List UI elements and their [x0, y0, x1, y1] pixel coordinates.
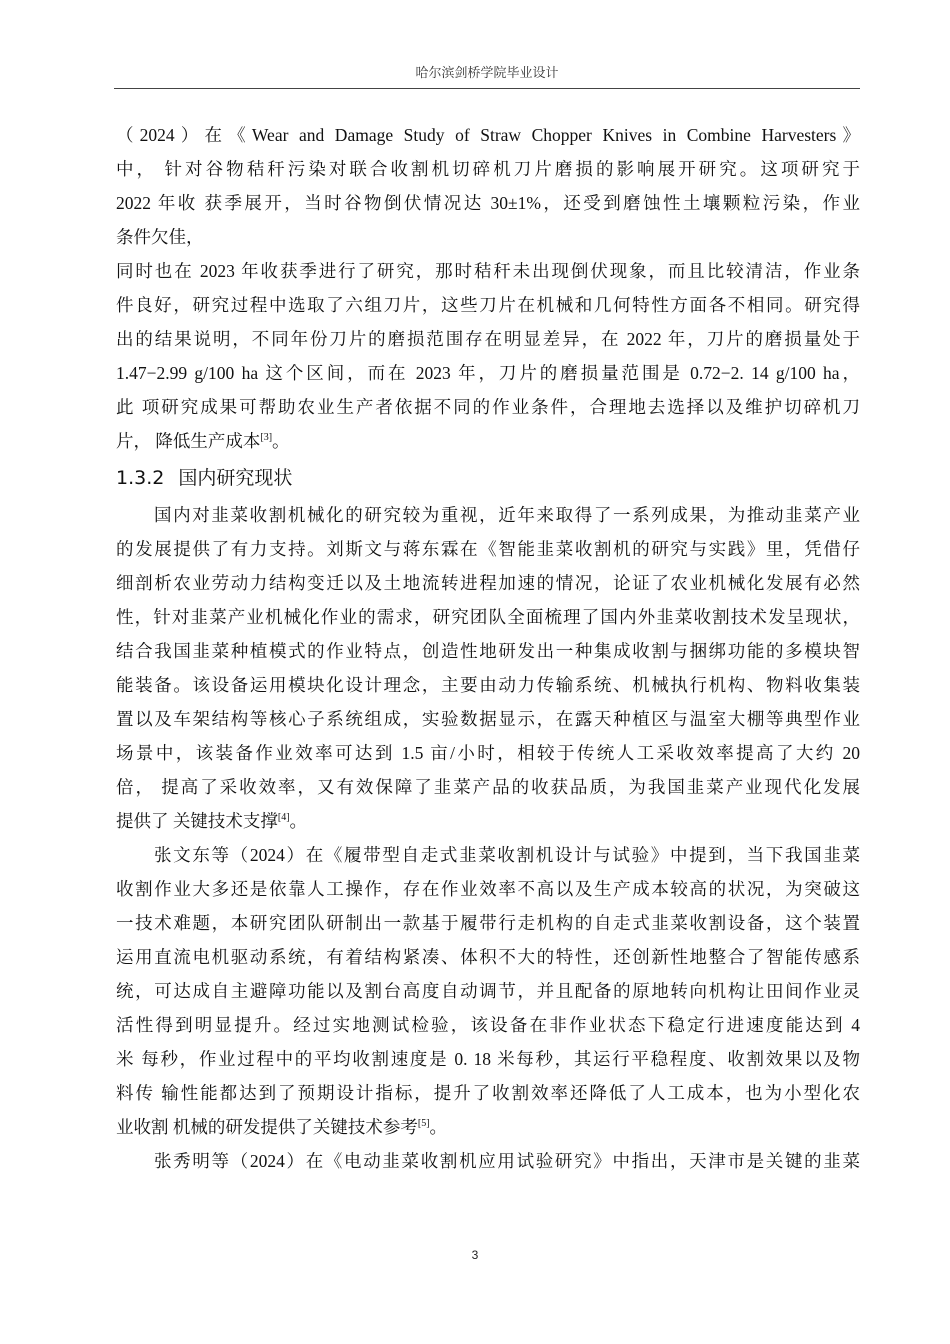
- text-line: 能装备。该设备运用模块化设计理念，主要由动力传输系统、机械执行机构、物料收集装: [116, 675, 860, 695]
- line-text: 片， 降低生产成本: [116, 431, 261, 451]
- text-line: 张秀明等（2024）在《电动韭菜收割机应用试验研究》中指出，天津市是关键的韭菜: [154, 1151, 860, 1171]
- text-line: 国内对韭菜收割机械化的研究较为重视，近年来取得了一系列成果，为推动韭菜产业: [154, 505, 860, 525]
- text-line: 张文东等（2024）在《履带型自走式韭菜收割机设计与试验》中提到，当下我国韭菜: [154, 845, 860, 865]
- page-header: 哈尔滨剑桥学院毕业设计: [415, 65, 559, 80]
- citation-ref: [5]: [417, 1118, 430, 1130]
- text-line: [116, 1110, 860, 1144]
- text-line: 场景中，该装备作业效率可达到 1.5 亩/小时，相较于传统人工采收效率提高了大约 20: [116, 743, 860, 763]
- line-tail: 。: [429, 1117, 448, 1137]
- paragraph-2: [116, 254, 860, 458]
- text-line: 件良好，研究过程中选取了六组刀片，这些刀片在机械和几何特性方面各不相同。研究得: [116, 295, 860, 315]
- header-divider: [114, 88, 860, 89]
- text-line: 同时也在 2023 年收获季进行了研究，那时秸秆未出现倒伏现象，而且比较清洁，作业条: [116, 261, 860, 281]
- line-text: 业收割 机械的研发提供了关键技术参考: [116, 1117, 418, 1137]
- citation-ref: [4]: [277, 812, 290, 824]
- text-line: 料传 输性能都达到了预期设计指标，提升了收割效率还降低了人工成本，也为小型化农: [116, 1083, 860, 1103]
- section-heading: [116, 458, 860, 498]
- paragraph-3: [116, 498, 860, 838]
- line-text: 提供了 关键技术支撑: [116, 811, 278, 831]
- paragraph-5: [116, 1144, 860, 1178]
- text-line: 细剖析农业劳动力结构变迁以及土地流转进程加速的情况，论证了农业机械化发展有必然: [116, 573, 860, 593]
- page-body: [116, 118, 860, 1178]
- section-title: 国内研究现状: [178, 467, 293, 489]
- text-line: 的发展提供了有力支持。刘斯文与蒋东霖在《智能韭菜收割机的研究与实践》里，凭借仔: [116, 539, 860, 559]
- line-tail: 。: [289, 811, 308, 831]
- text-line: 1.47−2.99 g/100 ha 这个区间，而在 2023 年，刀片的磨损量范围是 0.72−2. 14 g/100 ha，: [116, 363, 860, 383]
- text-line: 性，针对韭菜产业机械化作业的需求，研究团队全面梳理了国内外韭菜收割技术发呈现状，: [116, 607, 860, 627]
- paragraph-1: [116, 118, 860, 254]
- text-line: 一技术难题，本研究团队研制出一款基于履带行走机构的自走式韭菜收割设备，这个装置: [116, 913, 860, 933]
- text-line: 2022 年收 获季展开，当时谷物倒伏情况达 30±1%，还受到磨蚀性土壤颗粒污染，作业: [116, 193, 860, 213]
- text-line: 收割作业大多还是依靠人工操作，存在作业效率不高以及生产成本较高的状况，为突破这: [116, 879, 860, 899]
- text-line: [116, 424, 860, 458]
- citation-ref: [3]: [260, 432, 273, 444]
- text-line: 统，可达成自主避障功能以及割台高度自动调节，并且配备的原地转向机构让田间作业灵: [116, 981, 860, 1001]
- text-line: 中， 针对谷物秸秆污染对联合收割机切碎机刀片磨损的影响展开研究。这项研究于: [116, 159, 860, 179]
- text-line: 运用直流电机驱动系统，有着结构紧凑、体积不大的特性，还创新性地整合了智能传感系: [116, 947, 860, 967]
- paragraph-4: [116, 838, 860, 1144]
- text-line: 置以及车架结构等核心子系统组成，实验数据显示，在露天种植区与温室大棚等典型作业: [116, 709, 860, 729]
- text-line: 此 项研究成果可帮助农业生产者依据不同的作业条件，合理地去选择以及维护切碎机刀: [116, 397, 860, 417]
- text-line: 条件欠佳，: [116, 227, 204, 247]
- text-line: [116, 804, 860, 838]
- text-line: 出的结果说明，不同年份刀片的磨损范围存在明显差异，在 2022 年，刀片的磨损量处于: [116, 329, 860, 349]
- text-line: 倍， 提高了采收效率，又有效保障了韭菜产品的收获品质，为我国韭菜产业现代化发展: [116, 777, 860, 797]
- section-number: 1.3.2: [116, 467, 165, 489]
- text-line: 结合我国韭菜种植模式的作业特点，创造性地研发出一种集成收割与捆绑功能的多模块智: [116, 641, 860, 661]
- page-number: 3: [471, 1248, 479, 1262]
- text-line: 米 每秒，作业过程中的平均收割速度是 0. 18 米每秒，其运行平稳程度、收割效果以及物: [116, 1049, 860, 1069]
- line-tail: 。: [272, 431, 290, 451]
- text-line: （2024）在《Wear and Damage Study of Straw Chopper Knives in Combine Harvesters》: [116, 125, 860, 145]
- text-line: 活性得到明显提升。经过实地测试检验，该设备在非作业状态下稳定行进速度能达到 4: [116, 1015, 860, 1035]
